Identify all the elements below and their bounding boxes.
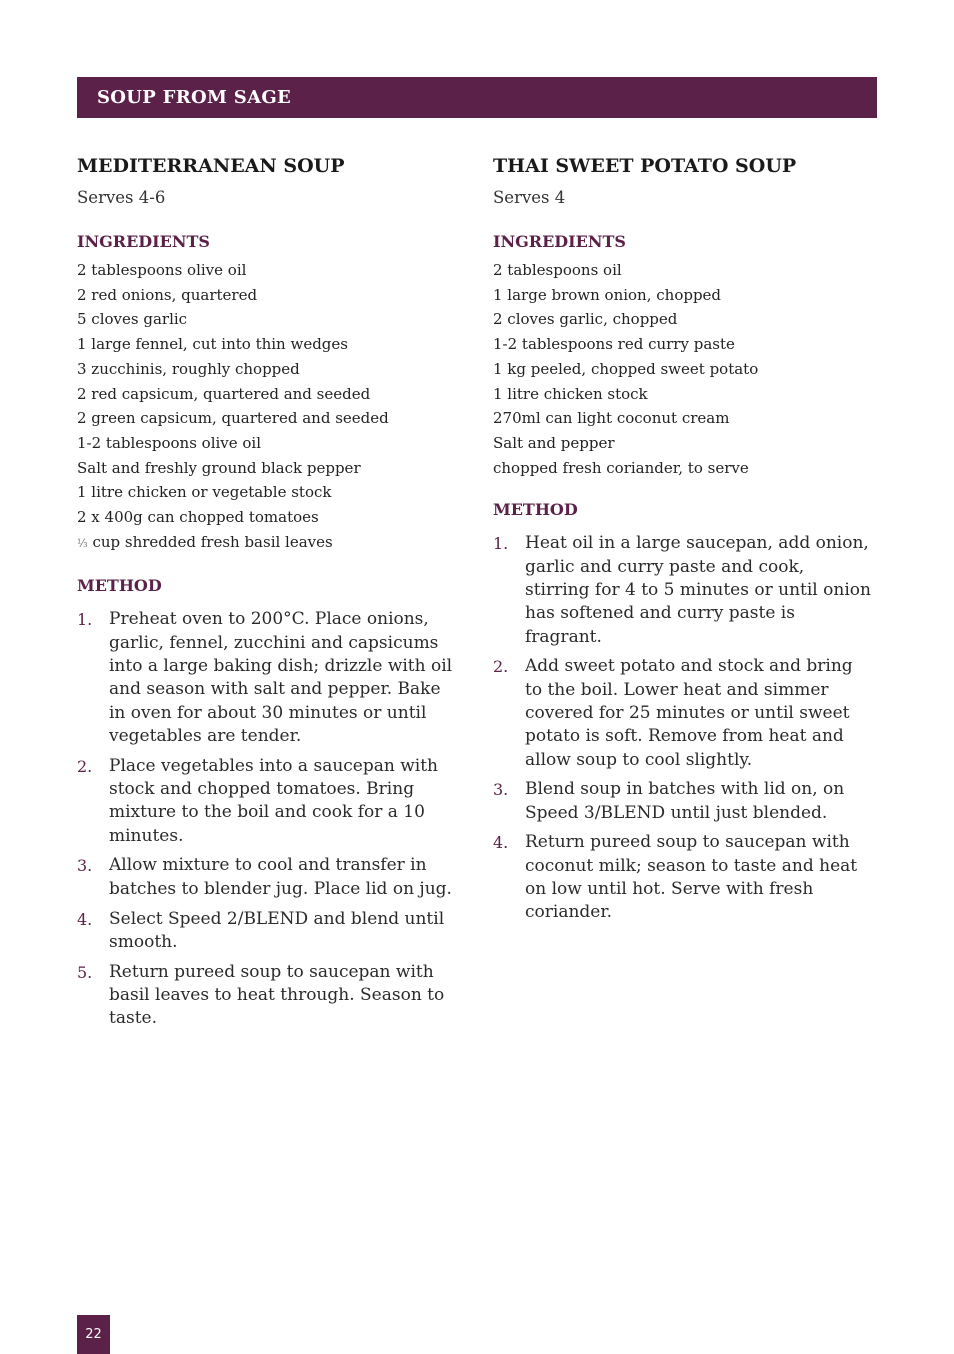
method-step: [493, 532, 873, 648]
ingredient-item: 1 litre chicken or vegetable stock: [77, 483, 332, 502]
ingredient-item: 1 litre chicken stock: [493, 384, 648, 403]
ingredient-item: 2 x 400g can chopped tomatoes: [77, 508, 319, 527]
recipe-serves: Serves 4-6: [77, 188, 166, 207]
ingredients-heading: INGREDIENTS: [77, 232, 210, 251]
recipe-title: THAI SWEET POTATO SOUP: [493, 155, 797, 177]
recipe-title: MEDITERRANEAN SOUP: [77, 155, 345, 177]
method-step: [77, 608, 457, 748]
ingredient-text: cup shredded fresh basil leaves: [87, 532, 333, 551]
method-step: [77, 854, 457, 901]
ingredient-item: 2 green capsicum, quartered and seeded: [77, 409, 389, 428]
step-number: 4.: [493, 833, 509, 853]
step-text: Blend soup in batches with lid on, on Speed 3/BLEND until just blended.: [525, 779, 845, 823]
step-number: 3.: [493, 780, 509, 800]
ingredient-item: 2 tablespoons olive oil: [77, 261, 247, 279]
ingredient-item: 2 red capsicum, quartered and seeded: [77, 384, 371, 403]
method-heading: METHOD: [493, 500, 578, 520]
step-text: Return pureed soup to saucepan with coconut milk; season to taste and heat on low until hot. Serve with fresh coriander.: [525, 832, 858, 923]
ingredient-item: 2 tablespoons oil: [493, 261, 622, 279]
step-text: Select Speed 2/BLEND and blend until smooth.: [109, 908, 445, 952]
ingredient-item: 1-2 tablespoons olive oil: [77, 433, 262, 452]
method-heading: METHOD: [77, 576, 162, 596]
recipe-thai-sweet-potato-soup: [493, 152, 873, 931]
method-step: [493, 655, 873, 771]
ingredient-item: 1 large brown onion, chopped: [493, 285, 722, 304]
step-number: 3.: [77, 856, 93, 876]
ingredient-item: 2 red onions, quartered: [77, 285, 258, 304]
section-title: SOUP FROM SAGE: [97, 87, 292, 108]
ingredient-item: chopped fresh coriander, to serve: [493, 458, 749, 477]
step-number: 2.: [493, 657, 509, 677]
fraction-glyph: ⅓: [77, 536, 88, 550]
ingredient-item: [77, 530, 457, 557]
recipe-serves: Serves 4: [493, 188, 566, 207]
step-number: 2.: [77, 756, 93, 776]
ingredients-list: [77, 258, 457, 556]
ingredients-heading: INGREDIENTS: [493, 232, 626, 251]
page-number: 22: [85, 1327, 102, 1342]
ingredient-item: 2 cloves garlic, chopped: [493, 310, 678, 329]
ingredient-item: Salt and freshly ground black pepper: [77, 458, 361, 477]
ingredient-item: 5 cloves garlic: [77, 310, 188, 329]
step-text: Preheat oven to 200°C. Place onions, garlic, fennel, zucchini and capsicums into a large baking dish; drizzle with oil and season with salt and pepper. Bake in oven for about 30 minutes or until vegetables are tender.: [109, 609, 453, 746]
step-text: Heat oil in a large saucepan, add onion, garlic and curry paste and cook, stirring for 4 to 5 minutes or until onion has softened and curry paste is fragrant.: [525, 533, 871, 647]
ingredient-item: 1 large fennel, cut into thin wedges: [77, 335, 348, 354]
step-number: 1.: [493, 534, 509, 554]
method-list: [493, 532, 873, 924]
ingredient-item: 1 kg peeled, chopped sweet potato: [493, 359, 759, 378]
ingredient-item: Salt and pepper: [493, 433, 615, 452]
method-step: [77, 961, 457, 1031]
method-step: [77, 755, 457, 848]
method-step: [77, 908, 457, 955]
method-step: [493, 778, 873, 825]
step-text: Add sweet potato and stock and bring to the boil. Lower heat and simmer covered for 25 minutes or until sweet potato is soft. Remove from heat and allow soup to cool slightly.: [525, 656, 853, 770]
method-list: [77, 608, 457, 1030]
page-number-badge: [77, 1315, 110, 1354]
step-number: 4.: [77, 909, 93, 929]
step-text: Return pureed soup to saucepan with basil leaves to heat through. Season to taste.: [109, 961, 445, 1029]
ingredients-list: [493, 258, 873, 480]
recipe-mediterranean-soup: [77, 152, 457, 1037]
step-number: 5.: [77, 962, 93, 982]
method-step: [493, 831, 873, 924]
step-text: Allow mixture to cool and transfer in batches to blender jug. Place lid on jug.: [109, 855, 452, 899]
step-number: 1.: [77, 610, 93, 630]
section-header-bar: [77, 77, 877, 118]
ingredient-item: 1-2 tablespoons red curry paste: [493, 335, 735, 354]
ingredient-item: 270ml can light coconut cream: [493, 409, 730, 428]
ingredient-item: 3 zucchinis, roughly chopped: [77, 359, 300, 378]
step-text: Place vegetables into a saucepan with stock and chopped tomatoes. Bring mixture to the boil and cook for a 10 minutes.: [109, 755, 439, 846]
